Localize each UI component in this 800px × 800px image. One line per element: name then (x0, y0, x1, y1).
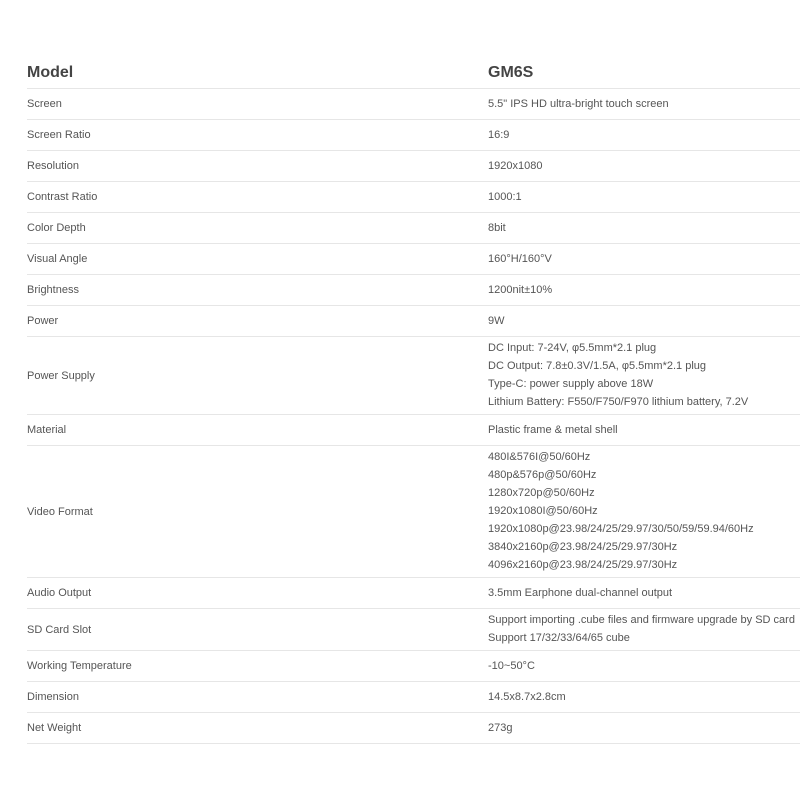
spec-label: Net Weight (27, 713, 488, 744)
spec-value-line: 16:9 (488, 129, 510, 141)
spec-row (27, 651, 800, 682)
spec-value (488, 244, 800, 275)
spec-label: Visual Angle (27, 244, 488, 275)
spec-label: Power Supply (27, 337, 488, 415)
spec-row (27, 89, 800, 120)
spec-value-line: Support 17/32/33/64/65 cube (488, 632, 630, 644)
spec-row (27, 415, 800, 446)
spec-value-line: 3.5mm Earphone dual-channel output (488, 587, 673, 599)
spec-value (488, 682, 800, 713)
spec-row (27, 337, 800, 415)
spec-value (488, 609, 800, 651)
spec-value-line: 4096x2160p@23.98/24/25/29.97/30Hz (488, 559, 678, 571)
spec-row (27, 244, 800, 275)
spec-value-line: 8bit (488, 222, 506, 234)
spec-value-line: 1920x1080I@50/60Hz (488, 505, 598, 517)
spec-value-line: DC Output: 7.8±0.3V/1.5A, φ5.5mm*2.1 plug (488, 360, 707, 372)
spec-value (488, 651, 800, 682)
spec-value (488, 415, 800, 446)
spec-label: SD Card Slot (27, 609, 488, 651)
spec-value-line: 14.5x8.7x2.8cm (488, 691, 566, 703)
header-model-label: Model (27, 57, 488, 89)
spec-value-line: Lithium Battery: F550/F750/F970 lithium battery, 7.2V (488, 396, 749, 408)
spec-value-line: DC Input: 7-24V, φ5.5mm*2.1 plug (488, 342, 657, 354)
spec-value-line: 9W (488, 315, 505, 327)
spec-table (27, 57, 800, 744)
spec-value (488, 151, 800, 182)
spec-label: Dimension (27, 682, 488, 713)
spec-value-line: 480I&576I@50/60Hz (488, 451, 591, 463)
spec-value-line: Type-C: power supply above 18W (488, 378, 654, 390)
spec-value (488, 446, 800, 578)
spec-header-row (27, 57, 800, 89)
spec-label: Power (27, 306, 488, 337)
spec-row (27, 213, 800, 244)
spec-value-line: 5.5" IPS HD ultra-bright touch screen (488, 98, 669, 110)
spec-value (488, 120, 800, 151)
spec-value (488, 306, 800, 337)
spec-label: Material (27, 415, 488, 446)
spec-row (27, 151, 800, 182)
spec-row (27, 609, 800, 651)
spec-value (488, 89, 800, 120)
spec-value (488, 275, 800, 306)
spec-label: Brightness (27, 275, 488, 306)
spec-row (27, 182, 800, 213)
spec-label: Screen Ratio (27, 120, 488, 151)
spec-label: Resolution (27, 151, 488, 182)
spec-row (27, 275, 800, 306)
spec-value (488, 713, 800, 744)
spec-label: Color Depth (27, 213, 488, 244)
spec-value (488, 337, 800, 415)
spec-value-line: 3840x2160p@23.98/24/25/29.97/30Hz (488, 541, 678, 553)
spec-row (27, 446, 800, 578)
header-model-value: GM6S (488, 57, 800, 89)
spec-value-line: 273g (488, 722, 513, 734)
spec-row (27, 120, 800, 151)
spec-value (488, 213, 800, 244)
spec-table-body (27, 57, 800, 744)
spec-value-line: 1920x1080 (488, 160, 543, 172)
spec-value-line: -10~50°C (488, 660, 535, 672)
spec-value-line: 1920x1080p@23.98/24/25/29.97/30/50/59/59.94/60Hz (488, 523, 754, 535)
spec-label: Contrast Ratio (27, 182, 488, 213)
spec-row (27, 682, 800, 713)
spec-label: Audio Output (27, 578, 488, 609)
spec-value-line: Support importing .cube files and firmware upgrade by SD card (488, 614, 795, 626)
spec-row (27, 306, 800, 337)
spec-value (488, 182, 800, 213)
spec-label: Working Temperature (27, 651, 488, 682)
spec-value-line: 1200nit±10% (488, 284, 553, 296)
spec-value-line: 1280x720p@50/60Hz (488, 487, 595, 499)
spec-value-line: 1000:1 (488, 191, 522, 203)
spec-value-line: 480p&576p@50/60Hz (488, 469, 597, 481)
spec-row (27, 713, 800, 744)
spec-label: Video Format (27, 446, 488, 578)
spec-value (488, 578, 800, 609)
spec-label: Screen (27, 89, 488, 120)
spec-value-line: 160°H/160°V (488, 253, 552, 265)
spec-value-line: Plastic frame & metal shell (488, 424, 618, 436)
spec-row (27, 578, 800, 609)
